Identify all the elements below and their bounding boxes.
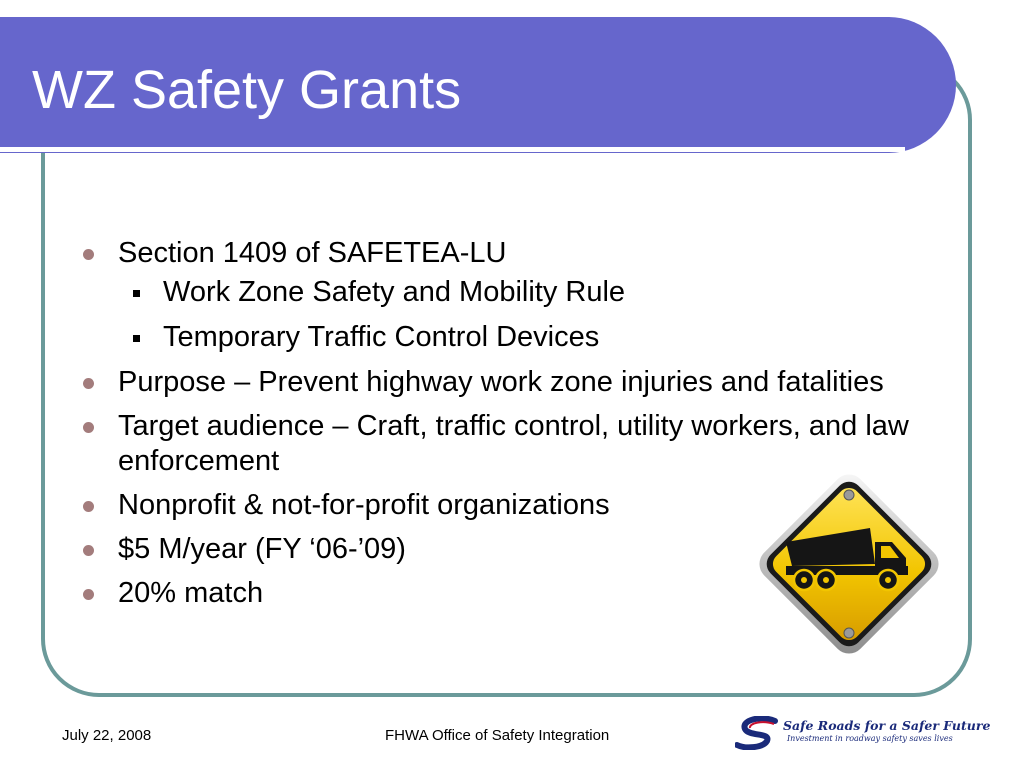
bullet-text: Nonprofit & not-for-profit organizations bbox=[118, 489, 610, 521]
bullet-item bbox=[80, 365, 940, 400]
sub-bullet-item bbox=[118, 320, 940, 355]
bullet-text: Purpose – Prevent highway work zone injuries and fatalities bbox=[118, 366, 884, 398]
bullet-dot-icon bbox=[83, 545, 94, 556]
dump-truck-warning-sign-icon bbox=[742, 472, 956, 656]
sub-bullet-text: Temporary Traffic Control Devices bbox=[163, 321, 600, 353]
safe-roads-logo bbox=[735, 716, 991, 752]
sub-bullet-list bbox=[118, 275, 940, 355]
square-bullet-icon bbox=[133, 335, 140, 342]
square-bullet-icon bbox=[133, 290, 140, 297]
sub-bullet-text: Work Zone Safety and Mobility Rule bbox=[163, 276, 626, 308]
logo-title: Safe Roads for a Safer Future bbox=[783, 718, 991, 733]
title-underline bbox=[0, 147, 905, 152]
bullet-text: Section 1409 of SAFETEA-LU bbox=[118, 237, 507, 269]
bullet-item bbox=[80, 236, 940, 355]
bullet-dot-icon bbox=[83, 378, 94, 389]
footer-organization: FHWA Office of Safety Integration bbox=[385, 727, 610, 744]
bullet-item bbox=[80, 409, 940, 479]
bullet-text: Target audience – Craft, traffic control, utility workers, and law enforcement bbox=[118, 410, 909, 477]
bullet-dot-icon bbox=[83, 501, 94, 512]
bullet-dot-icon bbox=[83, 422, 94, 433]
title-band bbox=[0, 17, 956, 153]
bullet-dot-icon bbox=[83, 249, 94, 260]
footer-date: July 22, 2008 bbox=[62, 727, 152, 744]
bullet-text: $5 M/year (FY ‘06-’09) bbox=[118, 533, 406, 565]
swoosh-s-logo-icon bbox=[735, 716, 779, 750]
bullet-dot-icon bbox=[83, 589, 94, 600]
sub-bullet-item bbox=[118, 275, 940, 310]
slide-title: WZ Safety Grants bbox=[32, 60, 462, 120]
logo-subtitle: Investment in roadway safety saves lives bbox=[787, 734, 953, 743]
bullet-text: 20% match bbox=[118, 577, 264, 609]
